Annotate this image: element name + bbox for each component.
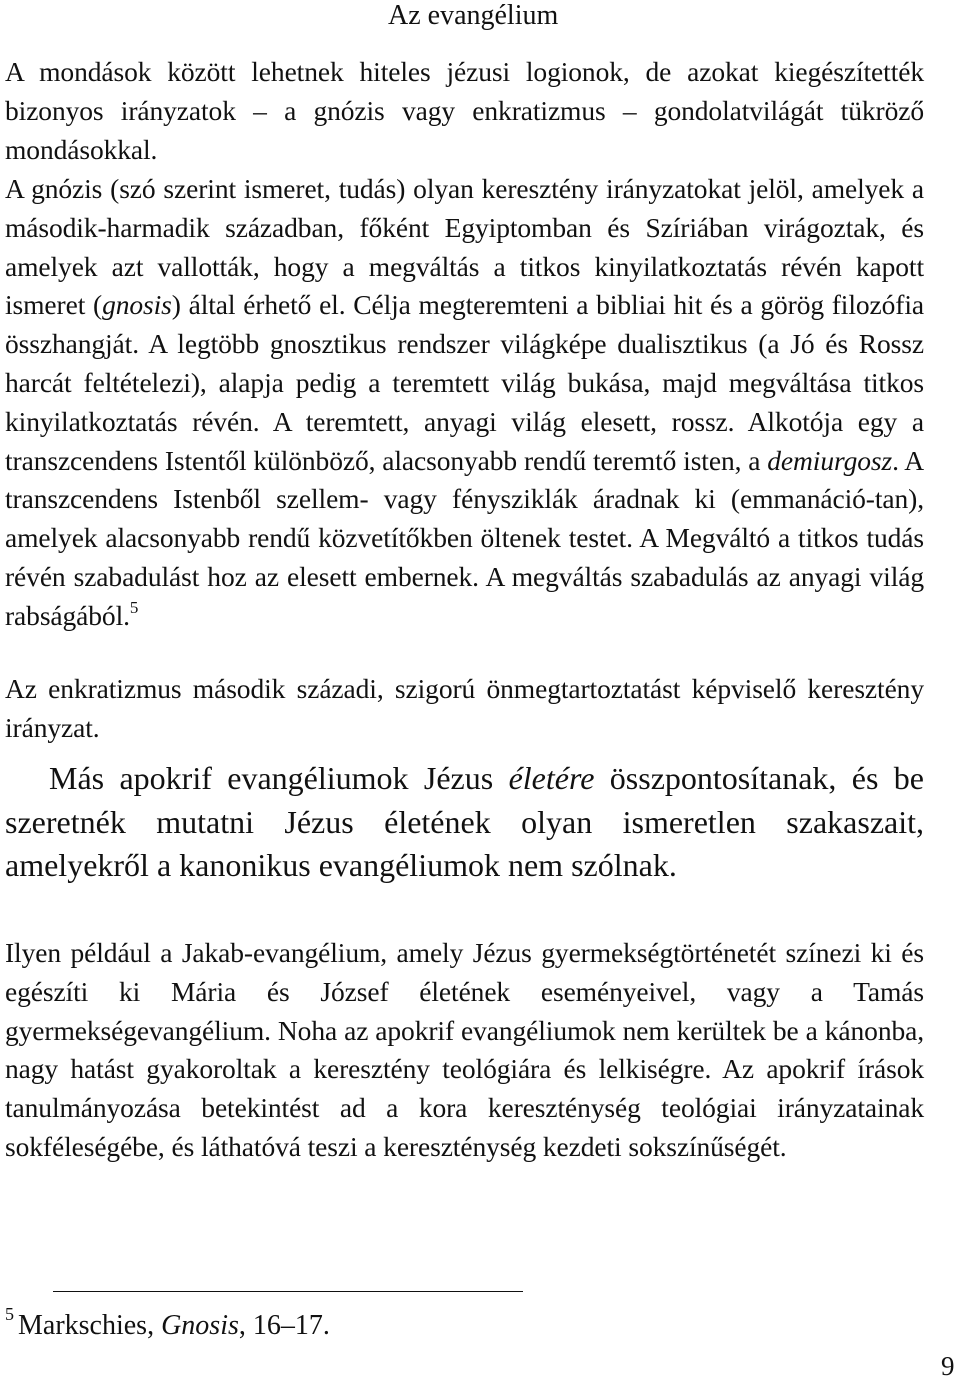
term-demiurgosz: demiurgosz [767,444,893,476]
footnote-pages: , 16–17. [238,1310,330,1341]
highlighted-passage [5,757,924,888]
paragraph-mondasok: A mondások között lehetnek hiteles jézusi logionok, de azokat kiegészítették bizonyos irányzatok – a gnózis vagy enkratizmus – gondolatvilágát tükröző mondásokkal. [5,56,924,165]
highlighted-passage-text-b: összpontosítanak, és be szeretnék mutatni Jézus életének olyan ismeretlen szakaszait, amelyekről a kanonikus evangéliumok nem szólnak. [5,760,925,883]
running-head: Az evangélium [388,0,559,31]
footnote-title: Gnosis [161,1310,239,1341]
page-number: 9 [941,1351,955,1381]
term-gnosis: gnosis [102,289,172,321]
highlighted-passage-text-a: Más apokrif evangéliumok Jézus [49,760,509,796]
paragraph-gnozis-text-c: . A transzcendens Istenből szellem- vagy fénysziklák áradnak ki (emmanáció-tan), amelyek alacsonyabb rendű közvetítőkben öltenek testet. A Megváltó a titkos tudás révén szabadulást hoz az elesett embernek. A megváltás szabadulás az anyagi világ rabságából. [5,444,924,631]
footnote-reference[interactable]: 5 [129,597,139,617]
paragraph-jakab-evangelium: Ilyen például a Jakab-evangélium, amely Jézus gyermekségtörténetét színezi ki és egészíti ki Mária és József életének eseményeivel, vagy a Tamás gyermekségevangélium. Noha az apokrif evangéliumok nem kerültek be a kánonba, nagy hatást gyakoroltak a keresztény teológiára és lelkiségre. Az apokrif írások tanulmányozása betekintést ad a kora kereszténység teológiai irányzatainak sokféleségébe, és láthatóvá teszi a kereszténység kezdeti sokszínűségét. [5,937,924,1162]
paragraph-gnozis [5,170,924,636]
footnote-number: 5 [5,1304,14,1324]
footnote-author: Markschies, [18,1310,162,1341]
highlighted-passage-emphasis: életére [508,760,595,796]
paragraph-gnozis-text-a: A gnózis (szó szerint ismeret, tudás) olyan keresztény irányzatokat jelöl, amelyek a második-harmadik században, főként Egyiptomban és Szíriában virágoztak, és amelyek azt vallották, hogy a megváltás a titkos kinyilatkoztatás révén kapott ismeret ( [5,173,924,321]
paragraph-gnozis-text-b: ) által érhető el. Célja megteremteni a bibliai hit és a görög filozófia összhangját. A legtöbb gnosztikus rendszer világképe dualisztikus (a Jó és Rossz harcát feltételezi), alapja pedig a teremtett világ bukása, majd megváltása titkos kinyilatkoztatás révén. A teremtett, anyagi világ elesett, rossz. Alkotója egy a transzcendens Istentől különböző, alacsonyabb rendű teremtő isten, a [5,289,924,476]
footnote [5,1306,330,1346]
footnote-separator [53,1291,523,1292]
paragraph-enkratizmus: Az enkratizmus második századi, szigorú önmegtartoztatást képviselő keresztény irányzat. [5,673,924,743]
